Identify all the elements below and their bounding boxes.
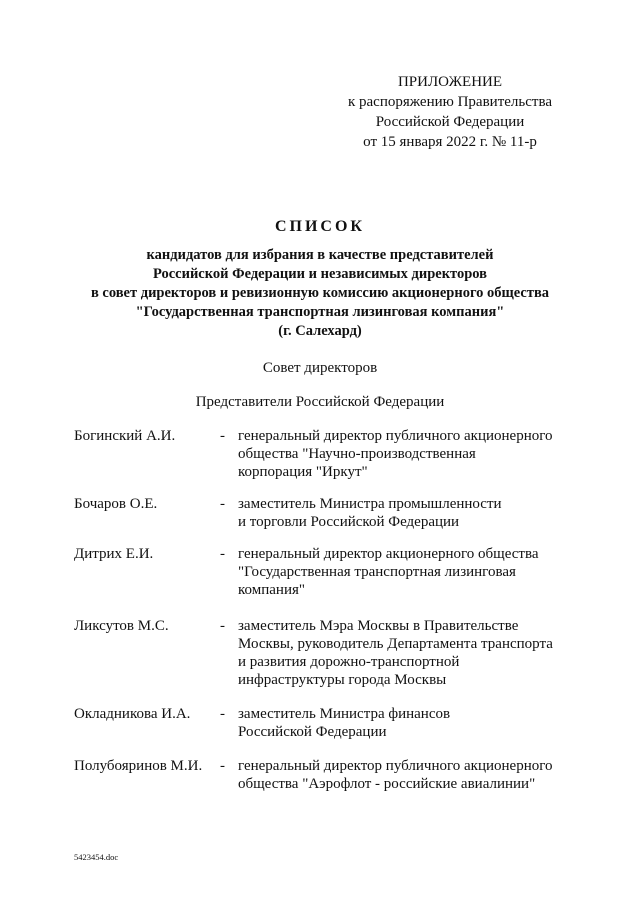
section-federation-representatives: Представители Российской Федерации — [195, 394, 445, 410]
role-line: заместитель Министра финансов — [238, 706, 451, 722]
candidate-dash: - — [220, 546, 225, 562]
role-line: Москвы, руководитель Департамента транспорта — [238, 636, 553, 652]
appendix-line: Российской Федерации — [375, 114, 525, 130]
candidate-dash: - — [220, 706, 225, 722]
subheading-line: (г. Салехард) — [278, 323, 362, 339]
role-line: и развития дорожно-транспортной — [238, 654, 460, 670]
candidate-name: Окладникова И.А. — [74, 706, 191, 722]
subheading-line: Российской Федерации и независимых директоров — [152, 266, 488, 282]
candidate-role — [238, 495, 568, 531]
role-line: генеральный директор публичного акционерного — [238, 758, 553, 774]
appendix-block — [330, 72, 570, 152]
candidate-name: Богинский А.И. — [74, 428, 176, 444]
candidate-role — [238, 427, 568, 481]
candidate-dash: - — [220, 618, 225, 634]
appendix-title: ПРИЛОЖЕНИЕ — [397, 74, 503, 90]
role-line: Российской Федерации — [238, 724, 387, 740]
role-line: заместитель Мэра Москвы в Правительстве — [238, 618, 519, 634]
document-heading: СПИСОК — [274, 218, 366, 235]
candidate-role — [238, 617, 568, 689]
role-line: общества "Аэрофлот - российские авиалинии" — [238, 776, 536, 792]
role-line: заместитель Министра промышленности — [238, 496, 502, 512]
candidate-role — [238, 757, 568, 793]
document-subheading — [40, 246, 600, 341]
role-line: компания" — [238, 582, 305, 598]
section-board-of-directors: Совет директоров — [262, 360, 378, 376]
candidate-name: Бочаров О.Е. — [74, 496, 158, 512]
role-line: генеральный директор публичного акционерного — [238, 428, 553, 444]
candidate-role — [238, 705, 568, 741]
role-line: генеральный директор акционерного общества — [238, 546, 539, 562]
subheading-line: кандидатов для избрания в качестве представителей — [146, 247, 494, 263]
candidate-name: Дитрих Е.И. — [74, 546, 154, 562]
role-line: инфраструктуры города Москвы — [238, 672, 447, 688]
candidate-role — [238, 545, 568, 599]
appendix-line: к распоряжению Правительства — [347, 94, 552, 110]
candidate-dash: - — [220, 758, 225, 774]
candidate-dash: - — [220, 496, 225, 512]
file-reference: 5423454.doc — [74, 852, 119, 862]
subheading-line: "Государственная транспортная лизинговая компания" — [135, 304, 505, 320]
appendix-line: от 15 января 2022 г. № 11-р — [363, 134, 537, 150]
candidate-name: Полубояринов М.И. — [74, 758, 203, 774]
role-line: и торговли Российской Федерации — [238, 514, 460, 530]
candidate-dash: - — [220, 428, 225, 444]
role-line: общества "Научно-производственная — [238, 446, 476, 462]
subheading-line: в совет директоров и ревизионную комиссию акционерного общества — [90, 285, 550, 301]
role-line: "Государственная транспортная лизинговая — [238, 564, 516, 580]
candidate-name: Ликсутов М.С. — [74, 618, 169, 634]
role-line: корпорация "Иркут" — [238, 464, 368, 480]
